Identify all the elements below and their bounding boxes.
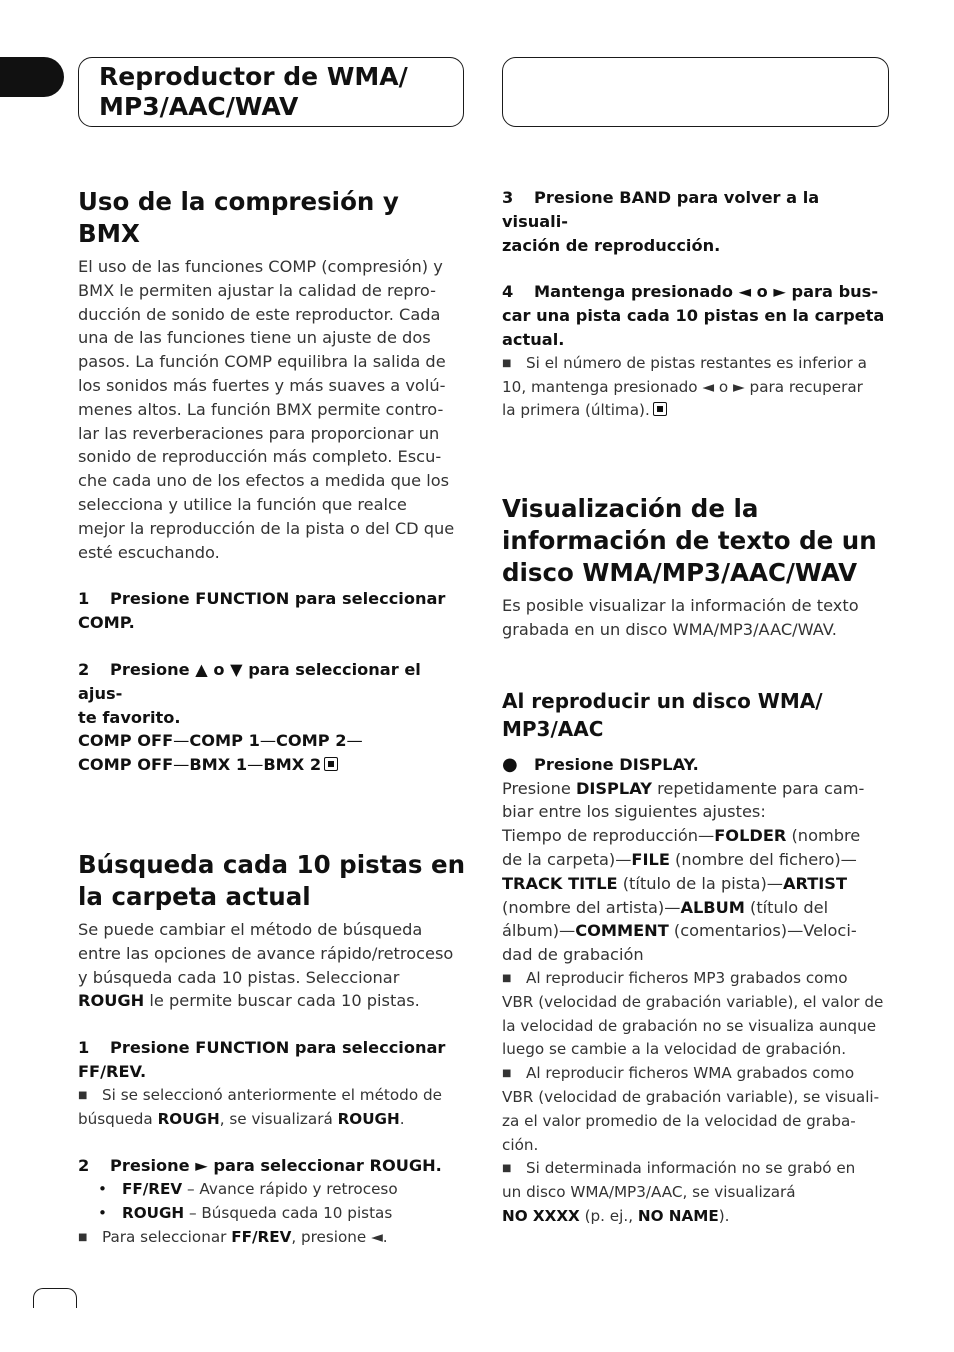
bullet-icon: • [98, 1203, 107, 1222]
section-title-search: Búsqueda cada 10 pistas en la carpeta actual [78, 849, 466, 911]
end-mark-icon [324, 757, 338, 771]
subsection-title-wma: Al reproducir un disco WMA/ MP3/AAC [502, 688, 823, 741]
list-item: • FF/REV – Avance rápido y retroceso [78, 1178, 466, 1202]
bullet-icon: • [98, 1180, 107, 1199]
search-intro: Se puede cambiar el método de búsqueda entre las opciones de avance rápido/retroceso y búsqueda cada 10 pistas. Seleccionar ROUGH le permite buscar cada 10 pistas. [78, 919, 454, 1011]
display-intro: Es posible visualizar la información de texto grabada en un disco WMA/MP3/AAC/WAV. [502, 596, 859, 639]
search-step-3: 3 Presione BAND para volver a la visuali- zación de reproducción. [502, 188, 820, 255]
square-bullet-icon: ■ [502, 972, 512, 984]
bmx-step-2: 2 Presione ▲ o ▼ para seleccionar el ajus- te favorito. [78, 659, 421, 727]
header-title: Reproductor de WMA/ MP3/AAC/WAV [99, 62, 408, 121]
search-note-1: ■ Si se seleccionó anteriormente el método de búsqueda ROUGH, se visualizará ROUGH. [78, 1085, 442, 1128]
left-column [78, 186, 466, 1250]
header-title-box [78, 57, 464, 127]
display-step: ● Presione DISPLAY. [502, 753, 699, 775]
bmx-intro: El uso de las funciones COMP (compresión) y BMX le permiten ajustar la calidad de repro- ducción de sonido de este reproductor. Cada una de las funciones tiene un ajuste de dos pasos. La función COMP equilibra la salida de los sonidos más fuertes y más suaves a volú- menes altos. La función BMX permite contro- lar las reverberaciones para proporcionar un sonido de reproducción más completo. Escu- che cada uno de los efectos a medida que los selecciona y utilice la función que realce mejor la reproducción de la pista o del CD que esté escuchando. [78, 257, 455, 562]
section-title-display: Visualización de la información de texto de un disco WMA/MP3/AAC/WAV [502, 494, 877, 588]
search-note-3: ■ Si el número de pistas restantes es inferior a 10, mantenga presionado ◄ o ► para recuperar la primera (última). [502, 353, 867, 420]
square-bullet-icon: ■ [78, 1089, 88, 1101]
dot-bullet-icon: ● [502, 753, 518, 775]
header-empty-box [502, 57, 889, 127]
search-step-1: 1 Presione FUNCTION para seleccionar FF/REV. [78, 1038, 446, 1081]
display-note-2: ■ Al reproducir ficheros WMA grabados como VBR (velocidad de grabación variable), se visuali- za el valor promedio de la velocidad de graba- ción. [502, 1064, 880, 1154]
display-note-1: ■ Al reproducir ficheros MP3 grabados como VBR (velocidad de grabación variable), el valor de la velocidad de grabación no se visualiza aunque luego se cambie a la velocidad de grabación. [502, 968, 884, 1059]
section-tab-marker [0, 57, 64, 97]
bmx-step-1: 1 Presione FUNCTION para seleccionar COMP. [78, 589, 446, 633]
bmx-settings-sequence: COMP OFF—COMP 1—COMP 2— COMP OFF—BMX 1—BMX 2 [78, 731, 363, 775]
search-step-2: 2 Presione ► para seleccionar ROUGH. [78, 1156, 442, 1176]
search-note-2: ■ Para seleccionar FF/REV, presione ◄. [78, 1226, 466, 1250]
display-note-3: ■ Si determinada información no se grabó en un disco WMA/MP3/AAC, se visualizará NO XXXX (p. ej., NO NAME). [502, 1159, 856, 1225]
display-description: Presione DISPLAY repetidamente para cam- biar entre los siguientes ajustes: Tiempo de reproducción—FOLDER (nombre de la carpeta)—FILE (nombre del fichero)— TRACK TITLE (título de la pista)—ARTIST (nombre del artista)—ALBUM (título del álbum)—COMMENT (comentarios)—Veloci- dad de grabación [502, 778, 865, 965]
square-bullet-icon: ■ [502, 357, 512, 369]
search-step-4: 4 Mantenga presionado ◄ o ► para bus- car una pista cada 10 pistas en la carpeta actual. [502, 282, 885, 349]
square-bullet-icon: ■ [502, 1068, 512, 1080]
end-mark-icon [653, 402, 667, 416]
square-bullet-icon: ■ [78, 1231, 88, 1243]
square-bullet-icon: ■ [502, 1163, 512, 1175]
page-number-tab [33, 1288, 77, 1308]
list-item: • ROUGH – Búsqueda cada 10 pistas [78, 1202, 466, 1226]
right-column [502, 186, 890, 1229]
section-title-bmx: Uso de la compresión y BMX [78, 187, 399, 248]
